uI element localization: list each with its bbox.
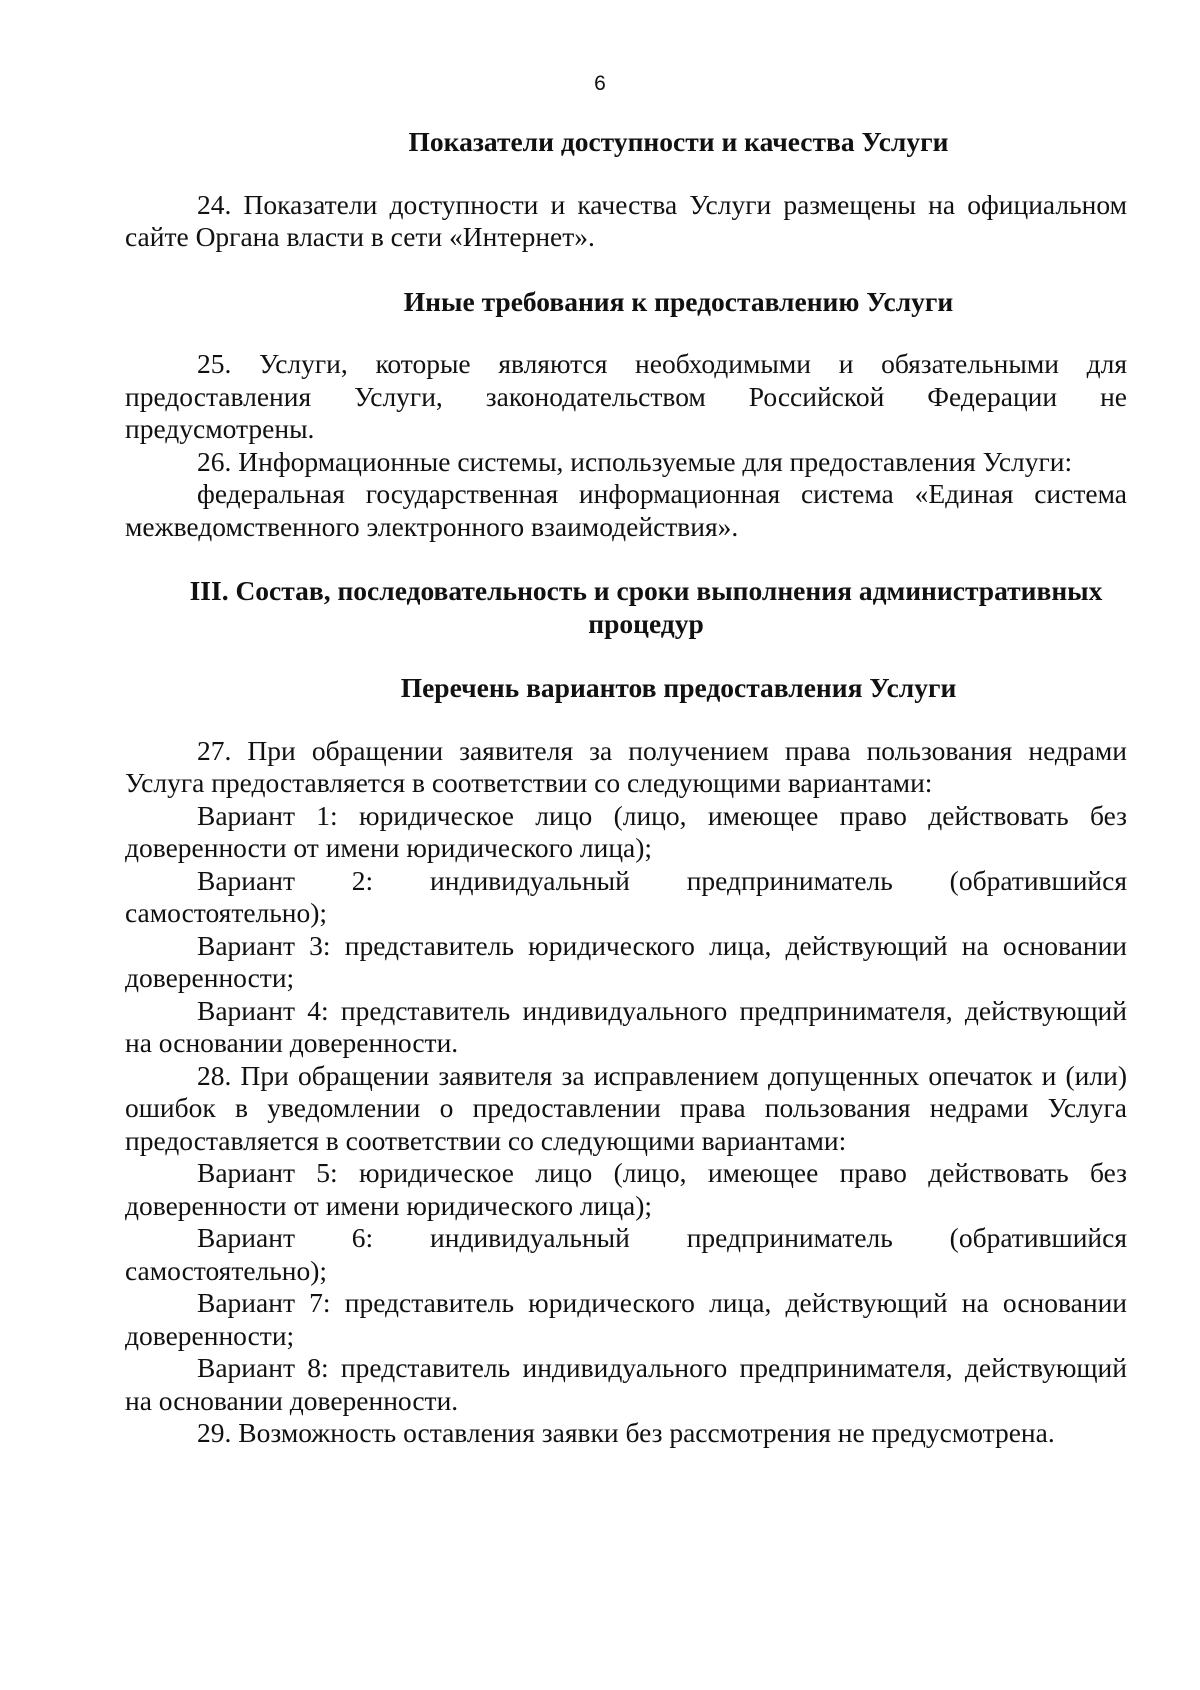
- heading-variants-list: Перечень вариантов предоставления Услуги: [400, 672, 957, 703]
- paragraph-25: 25. Услуги, которые являются необходимыми и обязательными для предоставления Услуги, законодательством Российской Федерации не предусмотрены.: [125, 348, 1127, 444]
- paragraph-28: 28. При обращении заявителя за исправлением допущенных опечаток и (или) ошибок в уведомлении о предоставлении права пользования недрами Услуга предоставляется в соответствии со следующими вариантами:: [125, 1059, 1127, 1156]
- heading-availability-quality: Показатели доступности и качества Услуги: [408, 126, 949, 157]
- document-body: [125, 126, 1127, 1450]
- variant-6: Вариант 6: индивидуальный предприниматель (обратившийся самостоятельно);: [125, 1222, 1127, 1286]
- variant-3: Вариант 3: представитель юридического лица, действующий на основании доверенности;: [125, 929, 1127, 993]
- variant-1: Вариант 1: юридическое лицо (лицо, имеющее право действовать без доверенности от имени юридического лица);: [125, 799, 1127, 863]
- variant-5: Вариант 5: юридическое лицо (лицо, имеющее право действовать без доверенности от имени юридического лица);: [125, 1157, 1127, 1221]
- paragraph-24: 24. Показатели доступности и качества Услуги размещены на официальном сайте Органа власти в сети «Интернет».: [125, 188, 1127, 252]
- heading-section-3-line2: процедур: [588, 607, 704, 639]
- variant-7: Вариант 7: представитель юридического лица, действующий на основании доверенности;: [125, 1287, 1127, 1351]
- paragraph-26-item: федеральная государственная информационная система «Единая система межведомственного электронного взаимодействия».: [125, 478, 1127, 542]
- heading-section-3: [125, 575, 1127, 640]
- variant-4: Вариант 4: представитель индивидуального предпринимателя, действующий на основании доверенности.: [125, 994, 1127, 1058]
- variant-8: Вариант 8: представитель индивидуального предпринимателя, действующий на основании доверенности.: [125, 1352, 1127, 1416]
- page-number: 6: [594, 72, 606, 95]
- heading-section-3-line1: III. Состав, последовательность и сроки выполнения административных: [189, 575, 1103, 606]
- variant-2: Вариант 2: индивидуальный предприниматель (обратившийся самостоятельно);: [125, 864, 1127, 928]
- paragraph-27: 27. При обращении заявителя за получением права пользования недрами Услуга предоставляется в соответствии со следующими вариантами:: [125, 734, 1127, 798]
- paragraph-26: 26. Информационные системы, используемые для предоставления Услуги:: [197, 445, 1073, 477]
- heading-other-requirements: Иные требования к предоставлению Услуги: [403, 285, 954, 317]
- paragraph-29: 29. Возможность оставления заявки без рассмотрения не предусмотрена.: [197, 1417, 1055, 1448]
